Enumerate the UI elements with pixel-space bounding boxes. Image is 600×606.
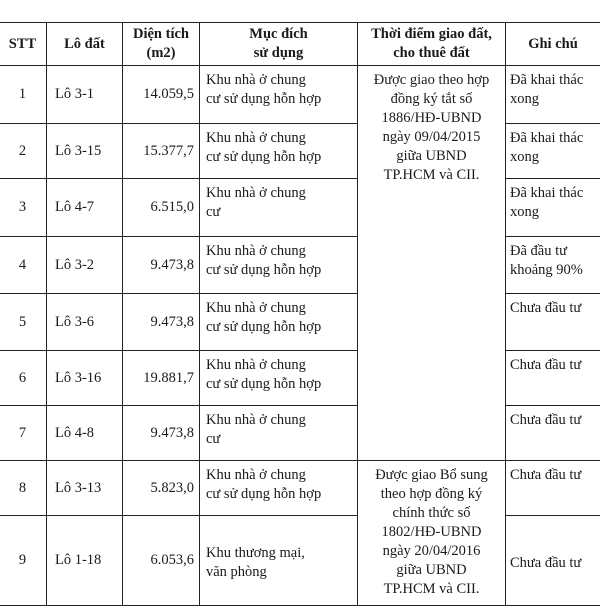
header-note: Ghi chú: [506, 23, 600, 66]
table-row: [0, 66, 600, 124]
lot-cell: Lô 3-13: [47, 461, 123, 516]
header-lot: Lô đất: [47, 23, 123, 66]
stt-cell: 4: [0, 237, 47, 294]
note-cell: Đã đầu tư khoảng 90%: [506, 237, 600, 294]
table-row: [0, 237, 600, 294]
purpose-cell: Khu thương mại, văn phòng: [200, 516, 358, 606]
area-cell: 14.059,5: [123, 66, 200, 124]
area-cell: 19.881,7: [123, 351, 200, 406]
note-cell: Chưa đầu tư: [506, 351, 600, 406]
note-cell: Đã khai thác xong: [506, 124, 600, 179]
lot-cell: Lô 1-18: [47, 516, 123, 606]
table-row: [0, 124, 600, 179]
table-row: [0, 351, 600, 406]
land-lot-table: [0, 22, 600, 606]
top-cropped-text: [0, 0, 600, 22]
header-stt: STT: [0, 23, 47, 66]
stt-cell: 3: [0, 179, 47, 237]
header-row: [0, 23, 600, 66]
lot-cell: Lô 3-6: [47, 294, 123, 351]
purpose-cell: Khu nhà ở chung cư sử dụng hỗn hợp: [200, 124, 358, 179]
allocation-time-cell: Được giao Bổ sung theo hợp đồng ký chính thức số 1802/HĐ-UBND ngày 20/04/2016 giữa UBND TP.HCM và CII.: [358, 461, 506, 606]
area-cell: 9.473,8: [123, 237, 200, 294]
purpose-cell: Khu nhà ở chung cư: [200, 179, 358, 237]
note-cell: Chưa đầu tư: [506, 516, 600, 606]
purpose-cell: Khu nhà ở chung cư sử dụng hỗn hợp: [200, 294, 358, 351]
table-row: [0, 461, 600, 516]
area-cell: 9.473,8: [123, 294, 200, 351]
area-cell: 5.823,0: [123, 461, 200, 516]
area-cell: 6.053,6: [123, 516, 200, 606]
stt-cell: 8: [0, 461, 47, 516]
header-area: Diện tích (m2): [123, 23, 200, 66]
area-cell: 15.377,7: [123, 124, 200, 179]
note-cell: Chưa đầu tư: [506, 461, 600, 516]
lot-cell: Lô 4-8: [47, 406, 123, 461]
area-cell: 9.473,8: [123, 406, 200, 461]
lot-cell: Lô 3-15: [47, 124, 123, 179]
purpose-cell: Khu nhà ở chung cư sử dụng hỗn hợp: [200, 461, 358, 516]
stt-cell: 1: [0, 66, 47, 124]
header-time: Thời điểm giao đất, cho thuê đất: [358, 23, 506, 66]
note-cell: Đã khai thác xong: [506, 179, 600, 237]
lot-cell: Lô 3-16: [47, 351, 123, 406]
table-row: [0, 179, 600, 237]
lot-cell: Lô 3-2: [47, 237, 123, 294]
stt-cell: 9: [0, 516, 47, 606]
purpose-cell: Khu nhà ở chung cư sử dụng hỗn hợp: [200, 237, 358, 294]
stt-cell: 7: [0, 406, 47, 461]
table-row: [0, 294, 600, 351]
note-cell: Chưa đầu tư: [506, 294, 600, 351]
lot-cell: Lô 3-1: [47, 66, 123, 124]
area-cell: 6.515,0: [123, 179, 200, 237]
stt-cell: 2: [0, 124, 47, 179]
purpose-cell: Khu nhà ở chung cư sử dụng hỗn hợp: [200, 351, 358, 406]
stt-cell: 6: [0, 351, 47, 406]
table-row: [0, 516, 600, 606]
purpose-cell: Khu nhà ở chung cư: [200, 406, 358, 461]
note-cell: Đã khai thác xong: [506, 66, 600, 124]
allocation-time-cell: Được giao theo hợp đồng ký tắt số 1886/HĐ-UBND ngày 09/04/2015 giữa UBND TP.HCM và CII.: [358, 66, 506, 461]
header-purpose: Mục đích sử dụng: [200, 23, 358, 66]
purpose-cell: Khu nhà ở chung cư sử dụng hỗn hợp: [200, 66, 358, 124]
lot-cell: Lô 4-7: [47, 179, 123, 237]
note-cell: Chưa đầu tư: [506, 406, 600, 461]
stt-cell: 5: [0, 294, 47, 351]
table-row: [0, 406, 600, 461]
